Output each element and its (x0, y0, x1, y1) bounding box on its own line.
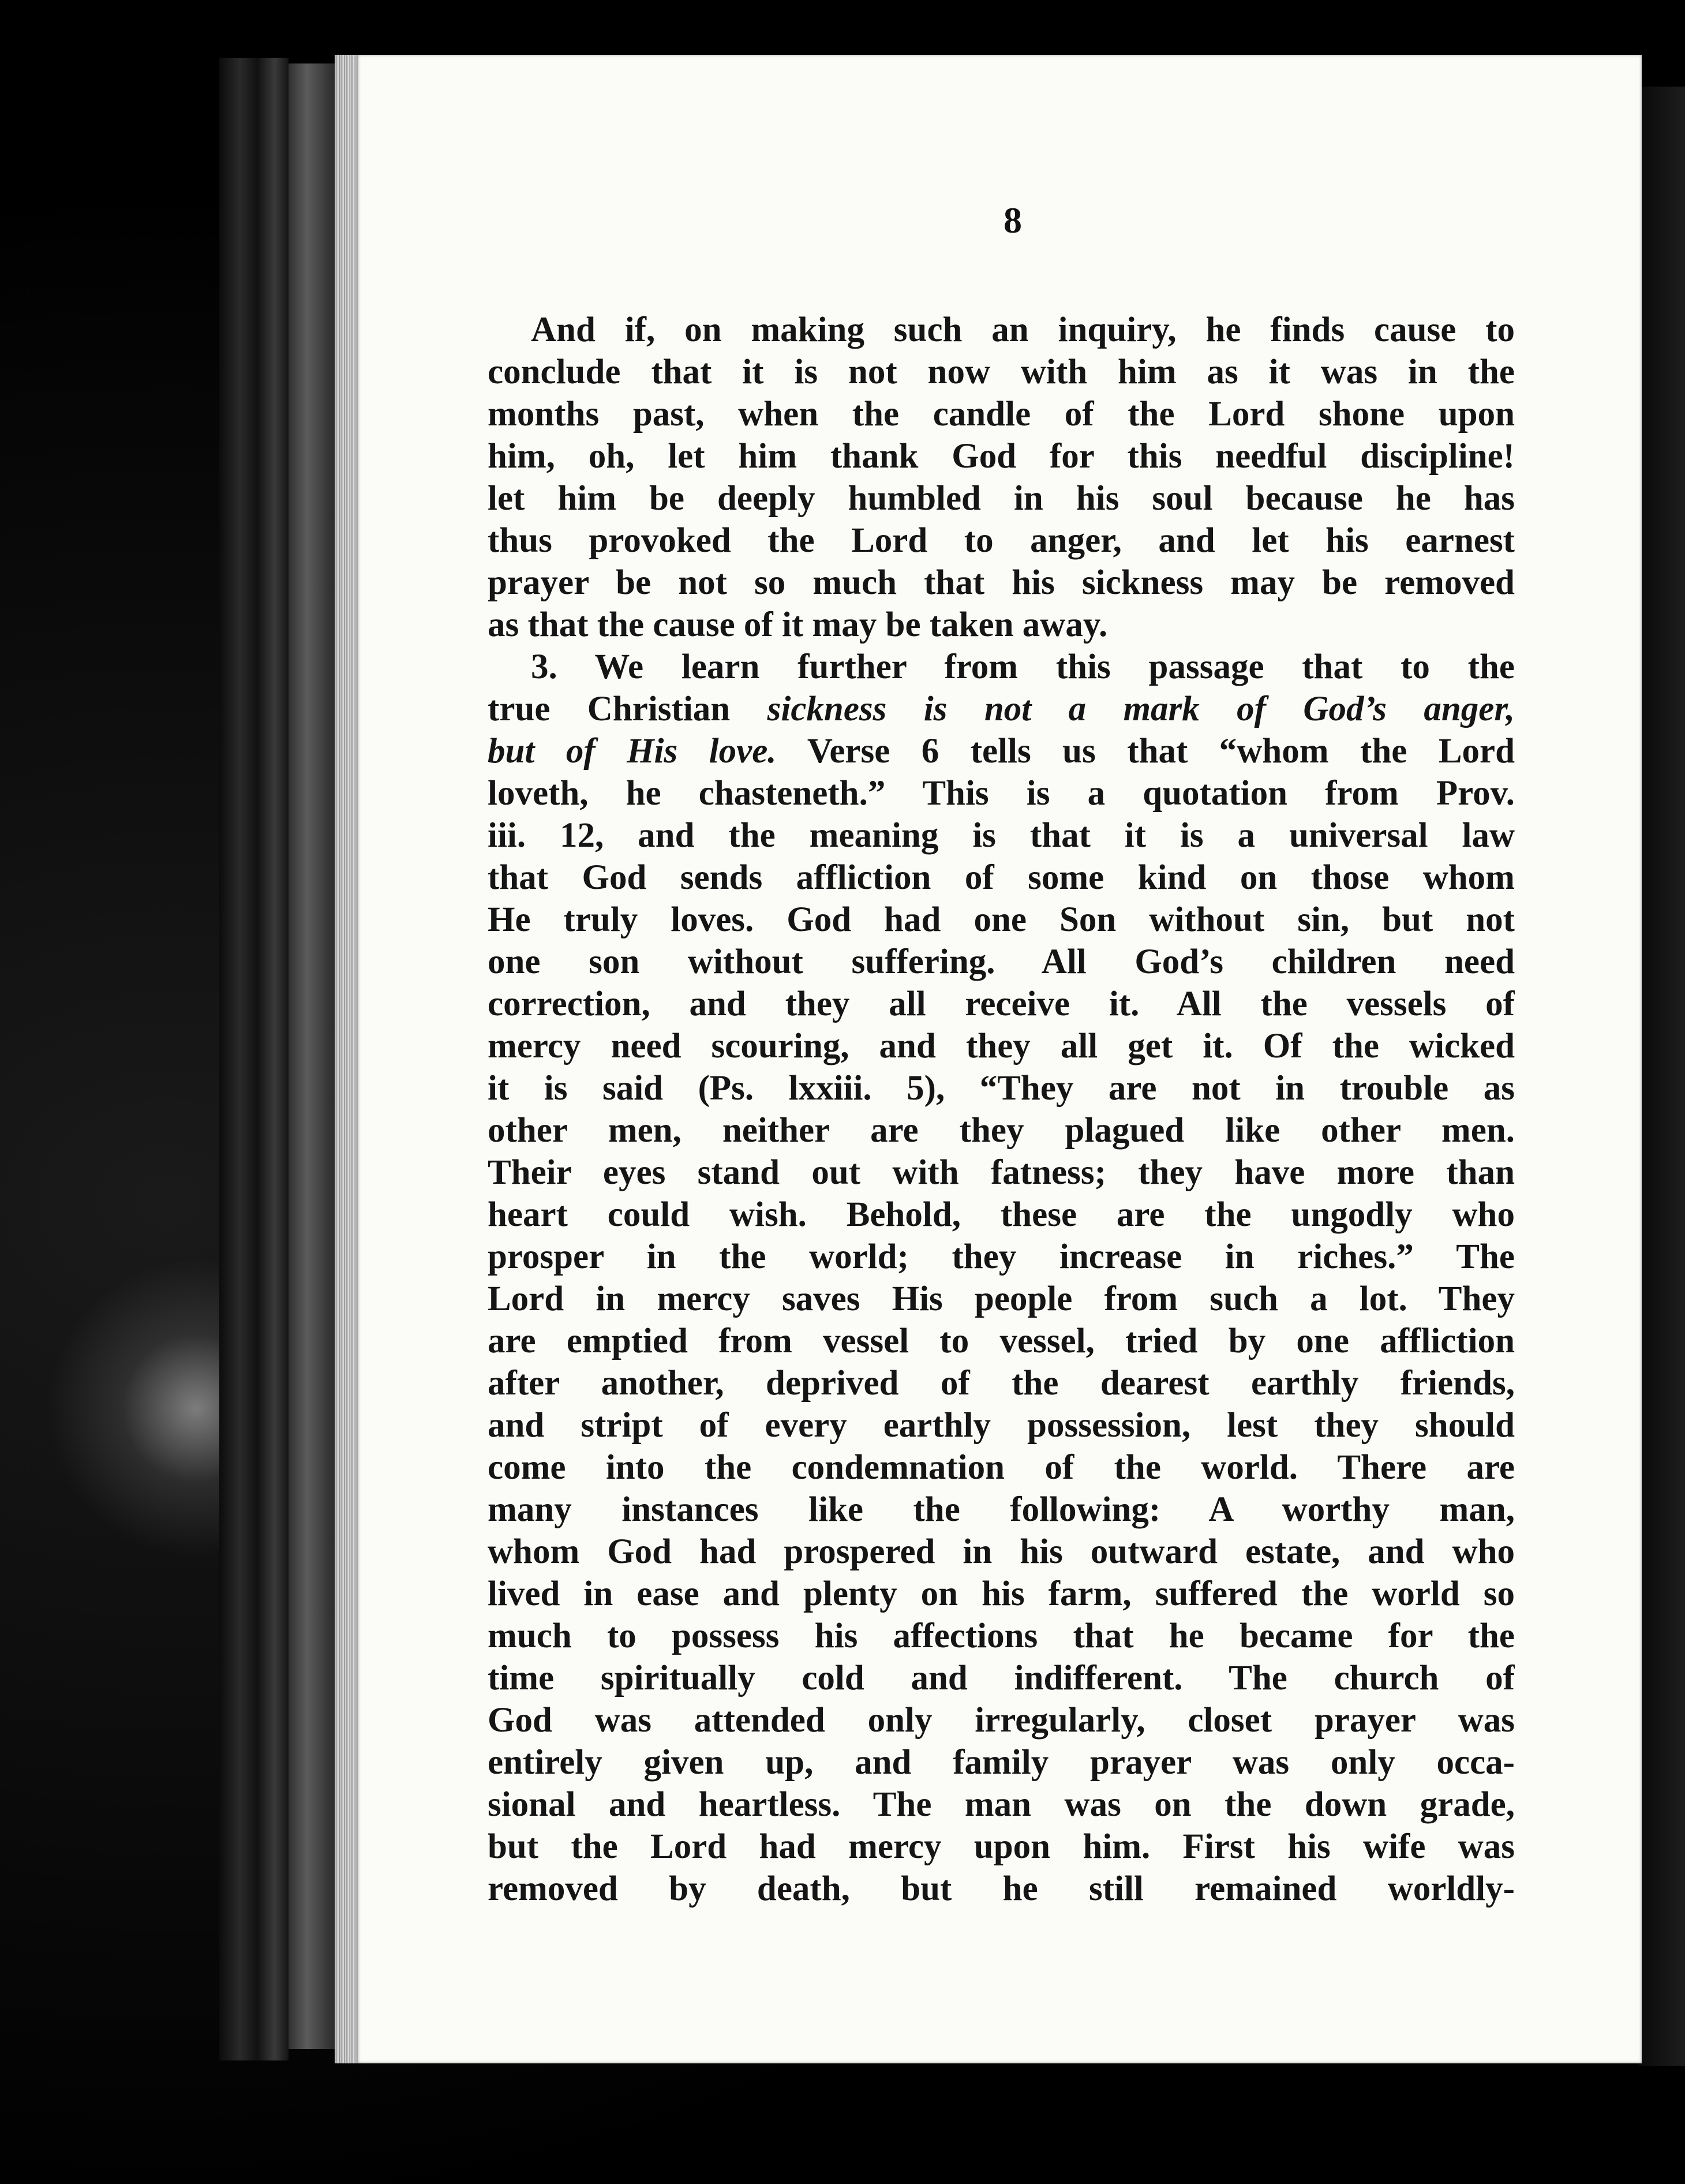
text-line: but the Lord had mercy upon him. First his wife was (488, 1827, 1515, 1866)
text-line: it is said (Ps. lxxiii. 5), “They are not in trouble as (488, 1069, 1515, 1108)
book-spine (219, 58, 289, 2060)
text-line: heart could wish. Behold, these are the ungodly who (488, 1195, 1515, 1234)
text-line: and stript of every earthly possession, lest they should (488, 1406, 1515, 1445)
next-page-edge (1639, 87, 1685, 2066)
text-line: thus provoked the Lord to anger, and let his earnest (488, 521, 1515, 560)
emphasis-text: sickness is not a mark of God’s anger, (767, 690, 1515, 728)
text-line: time spiritually cold and indifferent. The church of (488, 1659, 1515, 1697)
text-line: after another, deprived of the dearest earthly friends, (488, 1364, 1515, 1403)
text-run: Verse 6 tells us that “whom the Lord (776, 732, 1515, 771)
text-line: loveth, he chasteneth.” This is a quotation from Prov. (488, 774, 1515, 813)
text-line: mercy need scouring, and they all get it. Of the wicked (488, 1027, 1515, 1065)
text-line: entirely given up, and family prayer was only occa- (488, 1743, 1515, 1782)
page-number: 8 (1003, 200, 1022, 241)
text-line: removed by death, but he still remained worldly- (488, 1869, 1515, 1908)
text-line: let him be deeply humbled in his soul because he has (488, 479, 1515, 518)
text-line: one son without suffering. All God’s children need (488, 943, 1515, 981)
text-run: true Christian (488, 690, 767, 728)
text-line: many instances like the following: A worthy man, (488, 1490, 1515, 1529)
text-line: other men, neither are they plagued like other men. (488, 1111, 1515, 1150)
text-line: as that the cause of it may be taken away. (488, 605, 1108, 644)
book-page (358, 55, 1642, 2063)
text-line: that God sends affliction of some kind on those whom (488, 858, 1515, 897)
emphasis-text: but of His love. (488, 732, 777, 771)
text-line: lived in ease and plenty on his farm, suffered the world so (488, 1575, 1515, 1613)
text-line: Lord in mercy saves His people from such a lot. They (488, 1280, 1515, 1318)
text-line: He truly loves. God had one Son without sin, but not (488, 900, 1515, 939)
text-line-mixed (488, 688, 1515, 730)
text-line: come into the condemnation of the world. There are (488, 1448, 1515, 1487)
text-line: sional and heartless. The man was on the down grade, (488, 1785, 1515, 1824)
text-line: 3. We learn further from this passage that to the (531, 648, 1515, 686)
body-text (488, 309, 1515, 1910)
text-line: him, oh, let him thank God for this needful discipline! (488, 437, 1515, 476)
text-line: prosper in the world; they increase in riches.” The (488, 1237, 1515, 1276)
text-line: Their eyes stand out with fatness; they have more than (488, 1153, 1515, 1192)
text-line: conclude that it is not now with him as it was in the (488, 353, 1515, 391)
text-line: God was attended only irregularly, closet prayer was (488, 1701, 1515, 1740)
text-line-mixed (488, 730, 1515, 772)
text-line: much to possess his affections that he became for the (488, 1617, 1515, 1655)
text-line: prayer be not so much that his sickness may be removed (488, 563, 1515, 602)
text-line: correction, and they all receive it. All the vessels of (488, 985, 1515, 1023)
book-spine-edge (289, 63, 335, 2049)
page-stack-edge (335, 55, 358, 2063)
text-line: months past, when the candle of the Lord shone upon (488, 395, 1515, 433)
text-line: whom God had prospered in his outward estate, and who (488, 1532, 1515, 1571)
text-line: And if, on making such an inquiry, he finds cause to (531, 311, 1515, 349)
text-line: are emptied from vessel to vessel, tried by one affliction (488, 1322, 1515, 1360)
text-line: iii. 12, and the meaning is that it is a universal law (488, 816, 1515, 855)
